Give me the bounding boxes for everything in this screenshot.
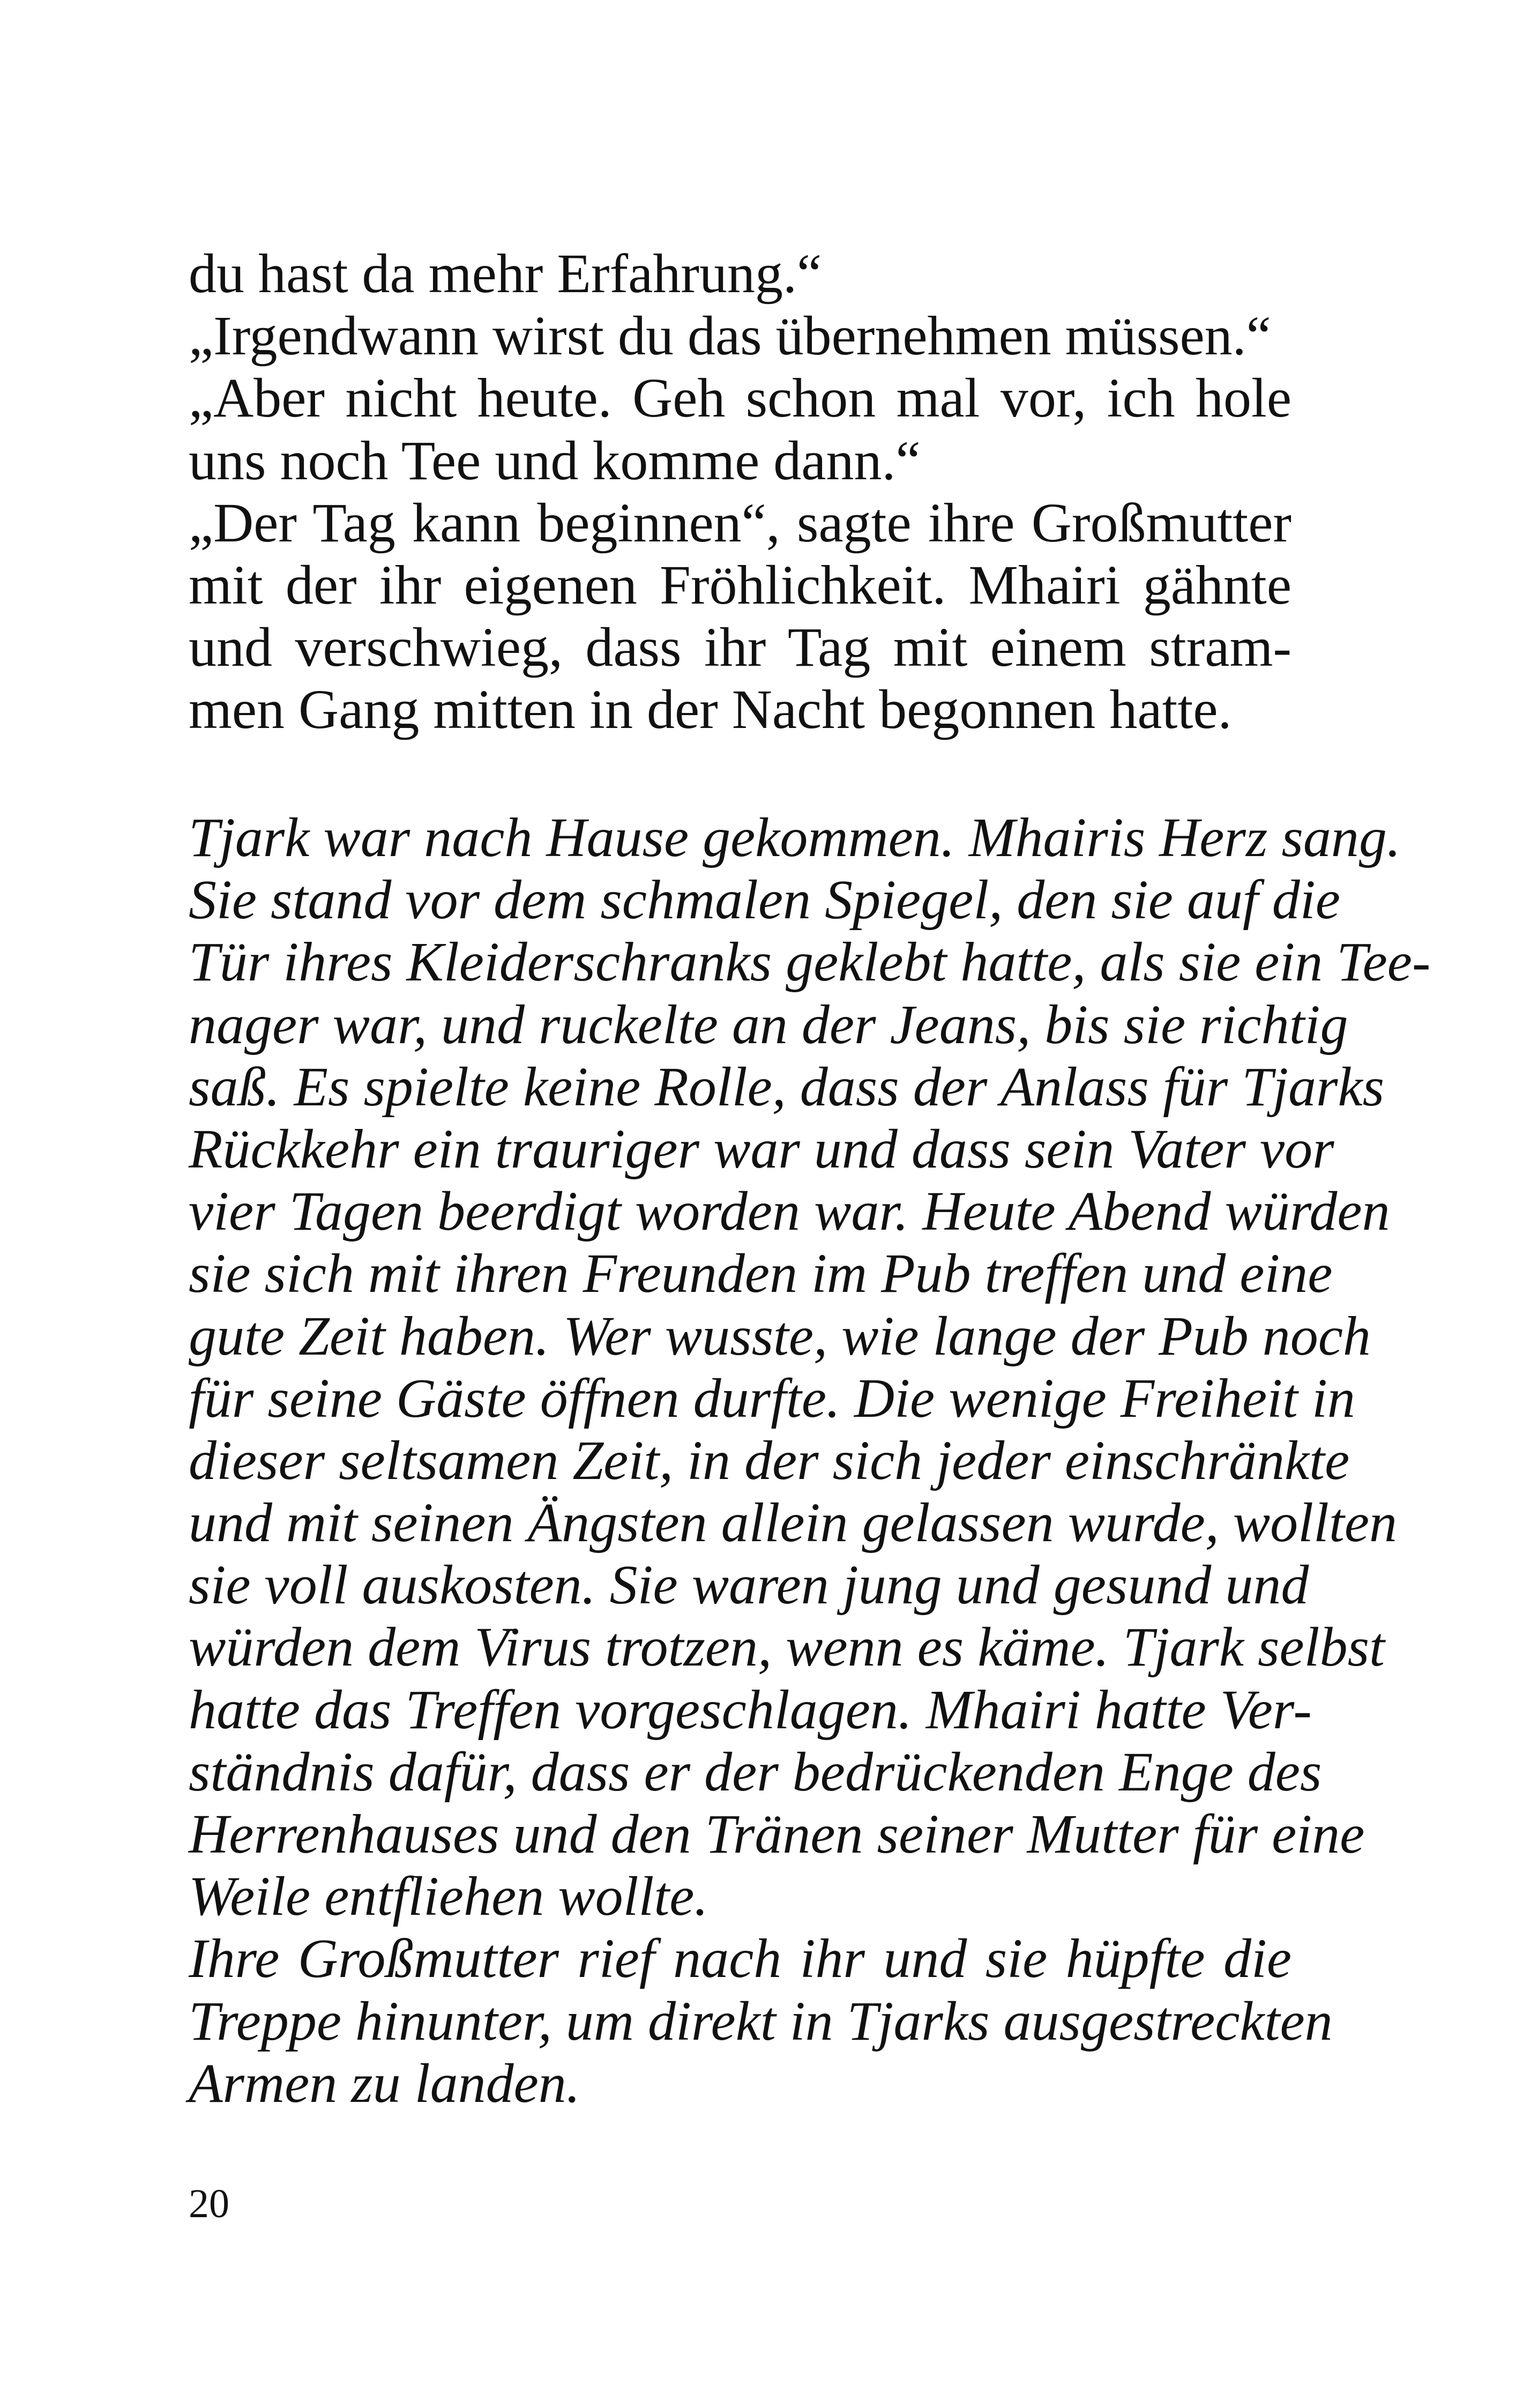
text-line: „Der Tag kann beginnen“, sagte ihre Großmutter (189, 492, 1291, 554)
text-line: saß. Es spielte keine Rolle, dass der Anlass für Tjarks (189, 1056, 1385, 1118)
text-line: Tür ihres Kleiderschranks geklebt hatte, als sie ein Tee- (189, 931, 1431, 993)
text-line: Armen zu landen. (189, 2052, 580, 2114)
text-line: ständnis dafür, dass er der bedrückenden Enge des (189, 1741, 1322, 1803)
text-line: vier Tagen beerdigt worden war. Heute Abend würden (189, 1180, 1390, 1243)
text-line: Treppe hinunter, um direkt in Tjarks ausgestreckten (189, 1990, 1333, 2052)
text-line: und mit seinen Ängsten allein gelassen wurde, wollten (189, 1492, 1397, 1554)
text-line: Tjark war nach Hause gekommen. Mhairis Herz sang. (189, 807, 1401, 868)
text-line: dieser seltsamen Zeit, in der sich jeder einschränkte (189, 1429, 1350, 1491)
text-line: „Irgendwann wirst du das übernehmen müssen.“ (189, 305, 1271, 367)
page-number: 20 (189, 2181, 229, 2226)
text-line: sie sich mit ihren Freunden im Pub treffen und eine (189, 1243, 1333, 1305)
text-line: für seine Gäste öffnen durfte. Die wenige Freiheit in (189, 1367, 1355, 1429)
text-line: Ihre Großmutter rief nach ihr und sie hüpfte die (189, 1928, 1291, 1990)
text-line: nager war, und ruckelte an der Jeans, bis sie richtig (189, 993, 1348, 1056)
roman-paragraph (189, 243, 1291, 741)
text-line: Sie stand vor dem schmalen Spiegel, den sie auf die (189, 869, 1340, 931)
text-line: du hast da mehr Erfahrung.“ (189, 243, 822, 304)
text-line: würden dem Virus trotzen, wenn es käme. Tjark selbst (189, 1616, 1385, 1678)
text-line: Weile entfliehen wollte. (189, 1866, 708, 1928)
text-line: mit der ihr eigenen Fröhlichkeit. Mhairi gähnte (189, 554, 1291, 616)
text-line: sie voll auskosten. Sie waren jung und gesund und (189, 1554, 1309, 1616)
text-line: Rückkehr ein trauriger war und dass sein Vater vor (189, 1118, 1334, 1180)
text-line: uns noch Tee und komme dann.“ (189, 429, 921, 492)
text-line: men Gang mitten in der Nacht begonnen hatte. (189, 679, 1232, 741)
text-line: Herrenhauses und den Tränen seiner Mutter für eine (189, 1803, 1365, 1865)
text-line: „Aber nicht heute. Geh schon mal vor, ich hole (189, 367, 1291, 429)
text-line: und verschwieg, dass ihr Tag mit einem stram- (189, 616, 1291, 679)
text-line: hatte das Treffen vorgeschlagen. Mhairi hatte Ver- (189, 1678, 1312, 1741)
italic-paragraph (189, 807, 1431, 2115)
text-line: gute Zeit haben. Wer wusste, wie lange der Pub noch (189, 1305, 1371, 1367)
